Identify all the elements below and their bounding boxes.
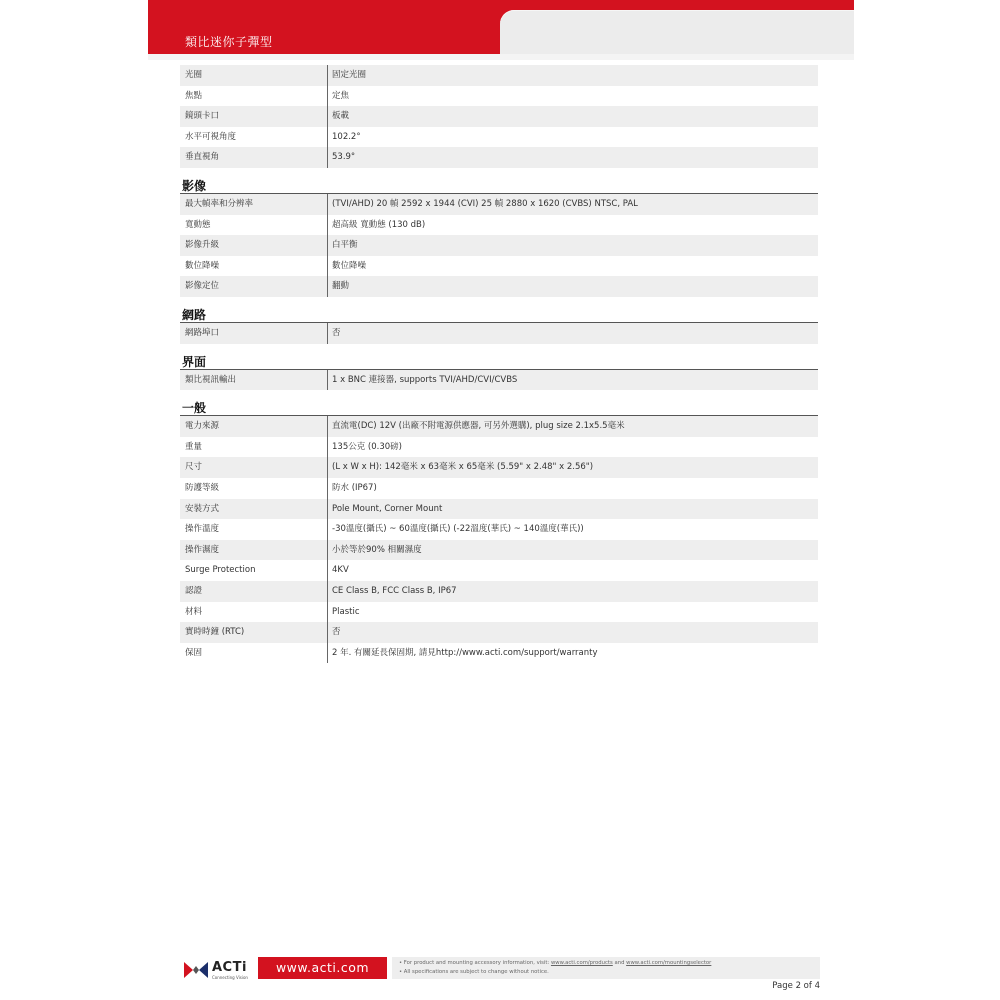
column-divider [327,499,328,520]
logo-tagline: Connecting Vision [212,975,248,980]
spec-section [180,416,818,663]
column-divider [327,276,328,297]
spec-label: 光圈 [185,70,203,80]
spec-row [180,276,818,297]
spec-row [180,416,818,437]
spec-value: Plastic [332,606,360,617]
column-divider [327,560,328,581]
spec-value: 102.2° [332,131,361,142]
column-divider [327,437,328,458]
spec-label: 焦點 [185,90,203,101]
spec-value: 4KV [332,565,349,576]
spec-label: 安裝方式 [185,503,220,514]
document-title: 類比迷你子彈型 [185,35,273,49]
spec-label: Surge Protection [185,565,256,576]
acti-logo [184,960,254,982]
section-title: 一般 [182,401,207,416]
spec-label: 寬動態 [185,219,211,230]
spec-section [180,323,818,344]
spec-label: 水平可視角度 [185,131,237,142]
website-link[interactable]: www.acti.com [258,957,387,979]
spec-value: 定焦 [332,90,350,101]
spec-section [180,194,818,297]
note-mid: and [612,960,627,966]
column-divider [327,86,328,107]
header-shadow [148,54,854,60]
spec-row [180,127,818,148]
spec-section [180,370,818,391]
spec-label: 保固 [185,647,203,658]
column-divider [327,540,328,561]
column-divider [327,256,328,277]
spec-label: 認證 [185,585,203,596]
header-tab-shape [500,10,854,60]
spec-value: (TVI/AHD) 20 幀 2592 x 1944 (CVI) 25 幀 2880 x 1620 (CVBS) NTSC, PAL [332,199,638,209]
spec-row [180,499,818,520]
spec-value: 超高級 寬動態 (130 dB) [332,219,426,230]
spec-label: 實時時鐘 (RTC) [185,627,245,638]
spec-value: 否 [332,328,341,338]
spec-value: 135公克 (0.30磅) [332,441,402,452]
spec-row [180,235,818,256]
spec-value: 直流電(DC) 12V (出廠不附電源供應器, 可另外選購), plug size 2.1x5.5毫米 [332,421,625,432]
spec-row [180,370,818,391]
page-number: Page 2 of 4 [772,981,820,991]
products-link[interactable]: www.acti.com/products [550,960,613,966]
spec-value: 防水 (IP67) [332,482,377,493]
spec-row [180,560,818,581]
spec-label: 重量 [185,441,203,452]
column-divider [327,65,328,86]
spec-row [180,215,818,236]
column-divider [327,215,328,236]
spec-value: 固定光圈 [332,70,367,80]
spec-label: 數位降噪 [185,260,220,271]
spec-row [180,147,818,168]
spec-value: 板載 [332,111,350,122]
spec-row [180,581,818,602]
column-divider [327,106,328,127]
section-title: 界面 [182,354,207,369]
spec-label: 垂直視角 [185,152,220,163]
spec-value: 1 x BNC 連接器, supports TVI/AHD/CVI/CVBS [332,374,518,385]
column-divider [327,581,328,602]
column-divider [327,147,328,168]
section-title: 影像 [182,179,207,193]
spec-row [180,540,818,561]
spec-value: Pole Mount, Corner Mount [332,503,443,514]
footer-note-products [399,960,711,966]
spec-value: CE Class B, FCC Class B, IP67 [332,585,457,596]
spec-label: 尺寸 [185,462,203,473]
spec-row [180,256,818,277]
spec-label: 鏡頭卡口 [185,111,220,122]
acti-logo-icon [184,962,208,978]
spec-label: 電力來源 [185,421,220,432]
spec-row [180,519,818,540]
spec-row [180,622,818,643]
column-divider [327,643,328,664]
footer-note-disclaimer: • All specifications are subject to change without notice. [399,969,549,975]
column-divider [327,478,328,499]
column-divider [327,127,328,148]
footer-notes [392,957,820,979]
spec-label: 類比視訊輸出 [185,374,237,385]
column-divider [327,323,328,344]
spec-value: (L x W x H): 142毫米 x 63毫米 x 65毫米 (5.59" x 2.48" x 2.56") [332,462,594,473]
spec-label: 操作溫度 [185,524,220,535]
spec-row [180,643,818,664]
logo-text: ACTi [212,960,247,975]
spec-section [180,65,818,168]
spec-row [180,65,818,86]
spec-label: 操作濕度 [185,544,220,555]
column-divider [327,370,328,391]
spec-value: 小於等於90% 相關濕度 [332,544,422,555]
spec-label: 影像升級 [185,240,220,251]
note-prefix: • For product and mounting accessory information, visit: [399,960,551,966]
column-divider [327,622,328,643]
spec-value: 否 [332,627,341,638]
column-divider [327,416,328,437]
spec-value: 53.9° [332,152,356,163]
spec-value: 白平衡 [332,240,358,251]
section-title: 網路 [182,308,207,322]
spec-row [180,106,818,127]
spec-row [180,194,818,215]
column-divider [327,602,328,623]
column-divider [327,235,328,256]
spec-row [180,602,818,623]
spec-label: 最大幀率和分辨率 [185,199,254,209]
spec-value: 翻動 [332,281,350,292]
spec-row [180,86,818,107]
spec-label: 網路埠口 [185,328,220,338]
spec-row [180,457,818,478]
mounting-selector-link[interactable]: www.acti.com/mountingselector [626,960,712,966]
spec-row [180,478,818,499]
spec-value: -30溫度(攝氏) ~ 60溫度(攝氏) (-22溫度(華氏) ~ 140溫度(華氏)) [332,524,584,535]
spec-label: 影像定位 [185,281,220,292]
spec-row [180,323,818,344]
spec-row [180,437,818,458]
column-divider [327,519,328,540]
column-divider [327,457,328,478]
spec-value: 數位降噪 [332,260,367,271]
column-divider [327,194,328,215]
spec-label: 防護等級 [185,482,220,493]
spec-label: 材料 [185,606,203,617]
spec-value: 2 年. 有關延長保固期, 請見http://www.acti.com/support/warranty [332,647,598,658]
